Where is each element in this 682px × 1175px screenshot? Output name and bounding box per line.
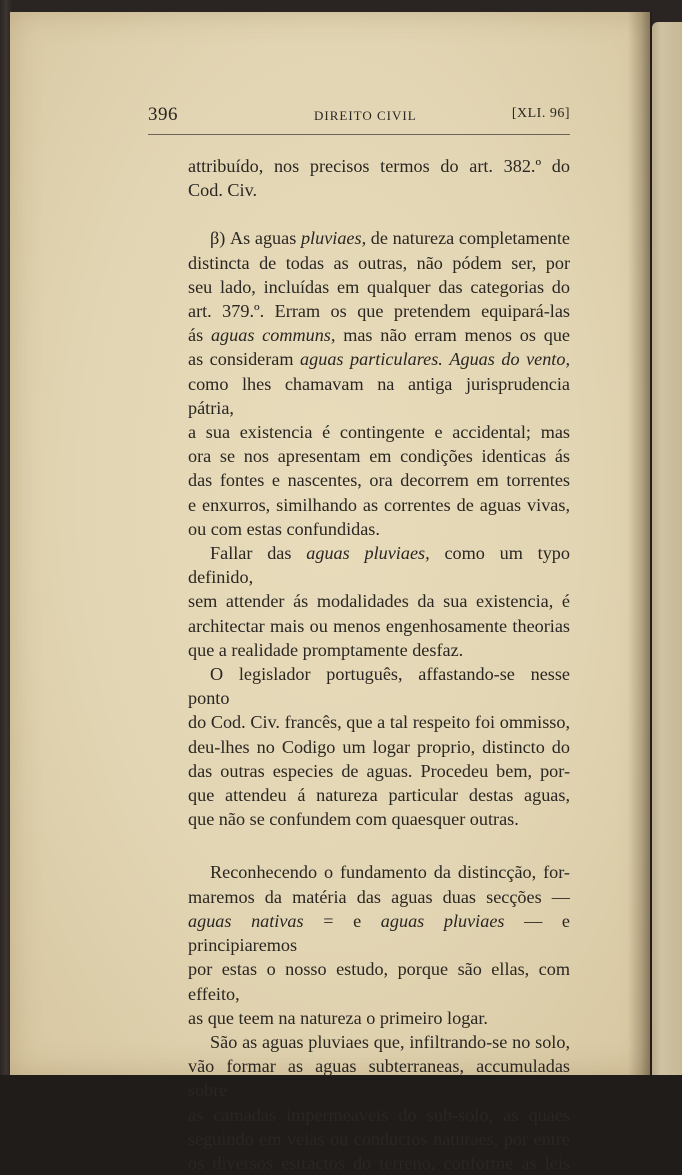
text-line: como lhes chamavam na antiga jurisprudencia pátria, xyxy=(188,373,570,418)
section-gap xyxy=(188,831,570,860)
italic-run: aguas pluviaes, xyxy=(306,543,430,564)
text-line: por estas o nosso estudo, porque são ellas, com effeito, xyxy=(188,959,570,1004)
text-line: seu lado, incluídas em qualquer das categorias do xyxy=(188,276,570,297)
text-line: sem attender ás modalidades da sua existencia, é xyxy=(188,591,570,612)
italic-run: aguas pluviaes xyxy=(380,910,505,931)
italic-run: Aguas do vento, xyxy=(449,349,571,370)
text-line: que attendeu á natureza particular destas aguas, xyxy=(188,785,570,806)
text-line xyxy=(188,347,570,371)
text-line: das fontes e nascentes, ora decorrem em torrentes xyxy=(188,470,570,491)
text-line xyxy=(188,909,570,957)
header-rule xyxy=(148,134,570,135)
text-line: as que teem na natureza o primeiro logar. xyxy=(188,1007,488,1028)
text-run: as consideram xyxy=(188,349,301,370)
text-line: ora se nos apresentam em condições identicas ás xyxy=(188,446,570,467)
text-line: distincta de todas as outras, não pódem ser, por xyxy=(188,252,570,273)
text-line: attribuído, nos precisos termos do art. 382.º do xyxy=(188,156,570,176)
running-title: DIREITO CIVIL xyxy=(314,108,417,123)
text-run: de natureza completamente xyxy=(366,228,570,249)
text-line: que não se confundem com quaesquer outras. xyxy=(188,809,519,830)
text-run: ás xyxy=(188,325,211,346)
text-run: mas não erram menos os que xyxy=(335,325,570,346)
text-line: as camadas impermeaveis do sub-solo, as quaes xyxy=(188,1104,570,1125)
text-line xyxy=(188,541,570,589)
text-line: architectar mais ou menos engenhosamente theorias xyxy=(188,615,570,636)
section-marker: [XLI. 96] xyxy=(511,106,570,121)
text-line: os diversos estractos do terreno, conforme as leis xyxy=(188,1152,570,1173)
text-line: art. 379.º. Erram os que pretendem equipará-las xyxy=(188,301,570,322)
text-line: Reconhecendo o fundamento da distincção, for- xyxy=(210,862,570,883)
text-line: O legislador português, affastando-se nesse ponto xyxy=(188,664,570,709)
italic-run: aguas particulares. xyxy=(300,349,443,370)
text-line: e enxurros, similhando as correntes de aguas vivas, xyxy=(188,494,570,515)
paragraph-gap xyxy=(188,202,570,226)
text-run: — e principiaremos xyxy=(188,910,570,956)
text-line xyxy=(188,323,570,347)
text-line: deu-lhes no Codigo um logar proprio, distincto do xyxy=(188,736,570,757)
text-line: maremos da matéria das aguas duas secções — xyxy=(188,886,570,907)
text-line: seguindo em veias ou conductos naturaes, por entre xyxy=(188,1128,570,1149)
text-line: a sua existencia é contingente e accidental; mas xyxy=(188,422,570,443)
adjacent-page-edge xyxy=(652,22,682,1075)
italic-run: aguas nativas xyxy=(188,910,304,931)
text-line: vão formar as aguas subterraneas, accumuladas sobre xyxy=(188,1056,570,1101)
text-line: Cod. Civ. xyxy=(188,180,258,201)
text-line: São as aguas pluviaes que, infiltrando-se no solo, xyxy=(210,1031,570,1052)
page-number: 396 xyxy=(148,104,178,125)
text-line xyxy=(188,226,570,250)
text-run: como um typo definido, xyxy=(188,543,570,588)
text-line: das outras especies de aguas. Procedeu bem, por- xyxy=(188,760,570,781)
italic-run: pluviaes, xyxy=(300,228,367,249)
text-run: = e xyxy=(303,910,381,931)
body-text xyxy=(188,154,570,1175)
page-header xyxy=(148,104,570,134)
text-run: β) As aguas xyxy=(210,228,301,249)
text-run: Fallar das xyxy=(210,543,307,564)
text-line: ou com estas confundidas. xyxy=(188,518,380,539)
italic-run: aguas communs, xyxy=(210,325,336,346)
text-line: que a realidade promptamente desfaz. xyxy=(188,639,464,660)
text-line: do Cod. Civ. francês, que a tal respeito foi ommisso, xyxy=(188,712,570,733)
book-gutter-shadow xyxy=(628,12,652,1075)
